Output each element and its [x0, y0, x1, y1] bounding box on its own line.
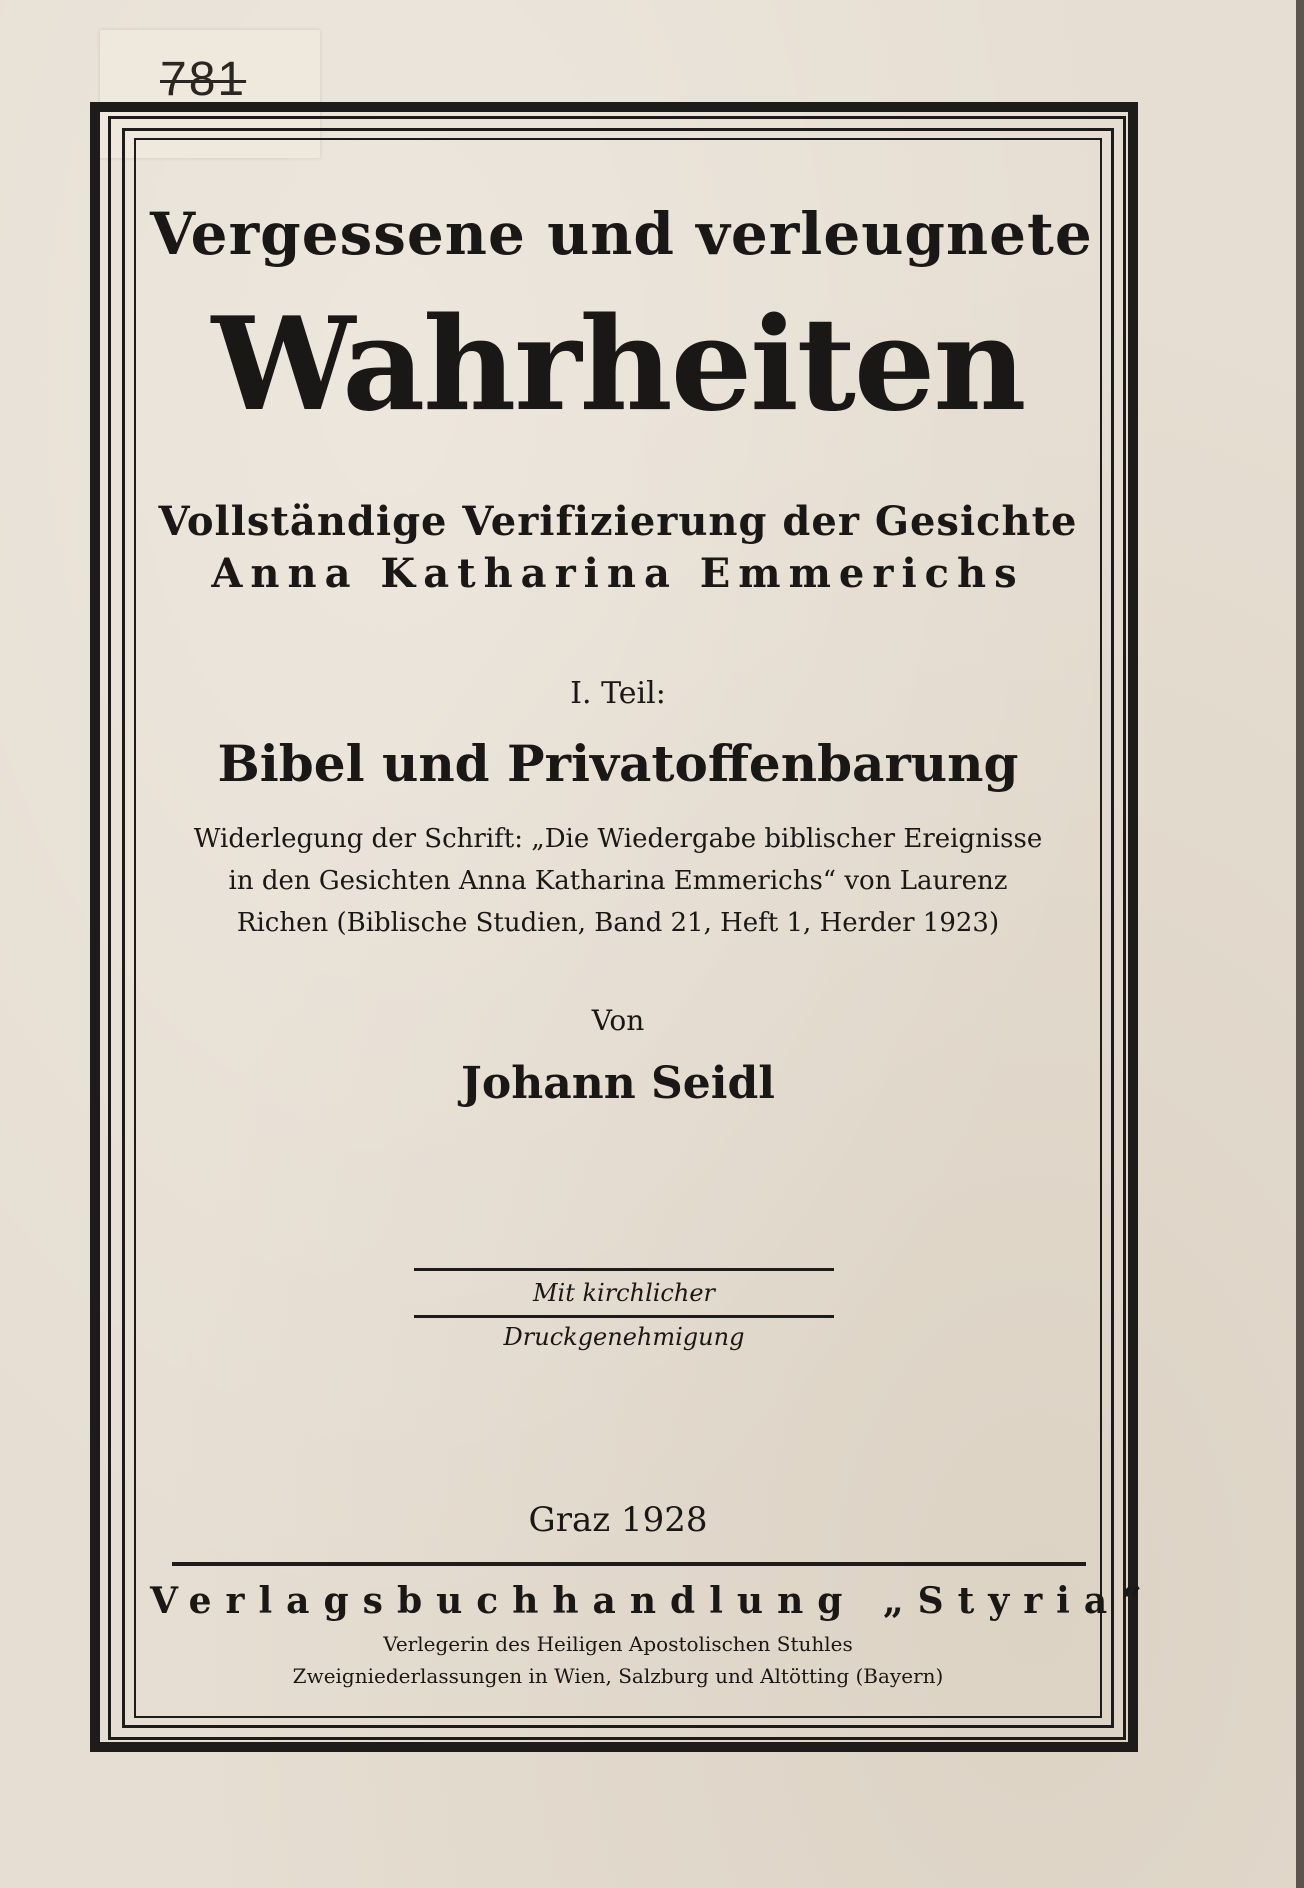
description: [150, 818, 1086, 944]
author-name: Johann Seidl: [461, 1058, 775, 1109]
by-label: Von: [591, 1004, 645, 1037]
imprimatur-box: Mit kirchlicher Druckgenehmigung: [414, 1268, 834, 1318]
description-line-1: Widerlegung der Schrift: „Die Wiedergabe biblischer Ereignisse: [193, 824, 1043, 854]
subtitle-line-2: Anna Katharina Emmerichs: [211, 550, 1025, 597]
publisher-divider: [172, 1562, 1086, 1566]
publisher-branches: Zweigniederlassungen in Wien, Salzburg und Altötting (Bayern): [292, 1664, 944, 1688]
description-line-2: in den Gesichten Anna Katharina Emmerichs“ von Laurenz: [228, 866, 1008, 896]
place-year: Graz 1928: [528, 1500, 708, 1540]
main-title: Wahrheiten: [211, 290, 1025, 440]
part-label: I. Teil:: [570, 676, 666, 711]
subtitle-line-1: Vollständige Verifizierung der Gesichte: [158, 498, 1078, 545]
publisher-name: Verlagsbuchhandlung „Styria“: [150, 1580, 1156, 1622]
supertitle: Vergessene und verleugnete: [150, 200, 1093, 268]
part-title: Bibel und Privatoffenbarung: [217, 734, 1019, 793]
description-line-3: Richen (Biblische Studien, Band 21, Heft 1, Herder 1923): [236, 908, 1000, 938]
publisher-subline: Verlegerin des Heiligen Apostolischen Stuhles: [383, 1632, 853, 1656]
sticker-number: 781: [160, 53, 247, 106]
